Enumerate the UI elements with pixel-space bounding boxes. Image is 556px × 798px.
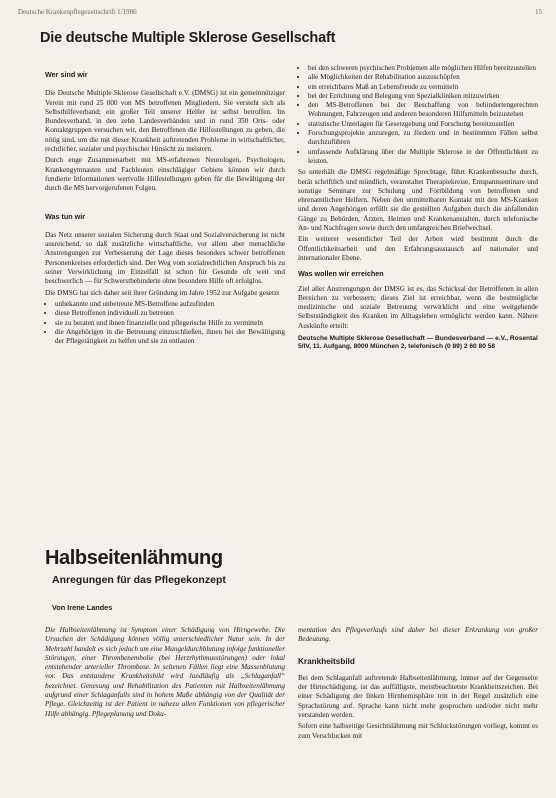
list-item: • unbekannte und unbetreute MS-Betroffene aufzufinden [55,300,285,309]
intro-paragraph: Die Halbseitenlähmung ist Symptom einer Schädigung von Hirngewebe. Die Ursachen der Schädigung können völlig unterschiedlicher Natur sein. In der Mehrzahl handelt es sich jedoch um eine Mangeldurchblutung infolge funktioneller Störungen, einer Thrombenembolie (bei Herzrhythmusstörungen) oder lokal entstehender arterieller Thrombose. In seltenen Fällen liegt eine Massenblutung vor. Das entstandene Krankheitsbild wird landläufig als „Schlaganfall“ bezeichnet. Genesung und Rehabilitation des Patienten mit Halbseitenlähmung aufgrund einer Schlaganfalls sind in hohem Maße abhängig von der Qualität der Pflege. Gleichzeitig ist der Patient in nahezu allen Funktionen von pflegerischer Hilfe abhängig. Pflegeplanung und Doku- [45,626,285,718]
list-item: • diese Betroffenen individuell zu betreuen [55,309,285,318]
paragraph: Das Netz unserer sozialen Sicherung durch Staat und Sozialversicherung ist nicht ausreichend, so daß zusätzliche wirtschaftliche, vor allem aber menschliche Anstrengungen zur Verbesserung der Lage dieses besonders schwer betroffenen Personenkreises erforderlich sind. Der Weg vom sozialrechtlichen Anspruch bis zu seiner Verwirklichung im Einzelfall ist schon für Gesunde oft weit und beschwerlich — für Schwerstbehinderte ohne besondere Hilfe oft erfolglos. [45,230,285,286]
author-byline: Von Irene Landes [52,603,113,612]
section-heading-was-wollen-wir-erreichen: Was wollen wir erreichen [298,269,384,279]
article2-right-column [298,626,538,743]
page-number: 15 [535,8,542,16]
running-header [18,8,542,22]
list-item: • die Angehörigen in die Betreuung einzuschließen, ihnen bei der Bewältigung der Pflegetätigkeit zu helfen und sie zu entlasten [55,328,285,347]
paragraph: So unterhält die DMSG regelmäßige Sprechtage, führt Krankenbesuche durch, berät schriftlich und mündlich, veranstaltet Therapiekreise, Entspannseminare und sonstige Seminare zur Schulung und Fortbildung von betroffenen und ehrenamtlichen Helfern. Neben den unmittelbaren Kontakt mit den MS-Kranken und deren Angehörigen erfüllt sie die gestellten Aufgaben durch die anfallenden Gänge zu Behörden, Ärzten, Heimen und Krankenanstalten, durch telefonische An- und Nachfragen sowie durch den umfangreichen Briefwechsel. [298,168,538,233]
paragraph: Sofern eine halbseitige Gesichtslähmung mit Schluckstörungen vorliegt, kommt es zum Verschlucken mit [298,722,538,740]
list-item: • ein erreichbares Maß an Lebensfreude zu vermitteln [308,83,538,92]
journal-name: Deutsche Krankenpflegezeitschrift 1/1986 [18,8,137,16]
paragraph: Bei dem Schlaganfall auftretende Halbseitenlähmung, immer auf der Gegenseite der Hirnschädigung, ist das auffälligste, meistbeachtetste Krankheitszeichen. Bei einer Schädigung der linken Hirnhemisphäre tritt in der Regel zusätzlich eine Sprachstörung auf. Sprache kann nicht mehr gesprochen und/oder nicht mehr verstanden werden. [298,673,538,720]
list-item: • den MS-Betroffenen bei der Beschaffung von behindertengerechten Wohnungen, Fahrzeugen und anderen besonderen Hilfsmitteln beizustehen [308,101,538,120]
paragraph: Durch enge Zusammenarbeit mit MS-erfahrenen Neurologen, Psychologen, Krankengymnasten und Fachleuten einschlägiger Gebiete können wir durch fundierte Informationen wertvolle Hilfestellungen geben für die Bewältigung der durch die MS hervorgerufenen Folgen. [45,156,285,193]
section-heading-krankheitsbild: Krankheitsbild [298,656,355,666]
list-item: • statistische Unterlagen für Gesetzgebung und Forschung bereitzustellen [308,120,538,129]
section-heading-wer-sind-wir: Wer sind wir [45,70,88,79]
article-title: Die deutsche Multiple Sklerose Gesellschaft [40,30,336,46]
aims-list-right [298,64,538,166]
section-heading-was-tun-wir: Was tun wir [45,211,86,221]
aims-list-left [45,300,285,346]
article1-right-column [298,64,538,352]
list-item: • alle Möglichkeiten der Rehabilitation auszuschöpfen [308,73,538,82]
article2-title: Halbseitenlähmung [45,547,223,569]
article2-subtitle: Anregungen für das Pflegekonzept [52,574,226,586]
list-item: • sie zu beraten und ihnen finanzielle und pflegerische Hilfe zu vermitteln [55,319,285,328]
intro-paragraph-continued: mentation des Pflegeverlaufs sind daher bei dieser Erkrankung von großer Bedeutung. [298,626,538,644]
list-item: • Forschungsprojekte anzuregen, zu fördern und in bestimmten Fällen selbst durchzuführen [308,129,538,148]
list-item: • umfassende Aufklärung über die Multiple Sklerose in der Öffentlichkeit zu leisten. [308,148,538,167]
paragraph: Ein weiterer wesentlicher Teil der Arbeit wird bestimmt durch die Öffentlichkeitsarbeit und den Erfahrungsaustausch auf nationaler und internationaler Ebene. [298,235,538,262]
list-item: • bei der Errichtung und Belegung von Spezialkliniken mitzuwirken [308,92,538,101]
article1-left-column [45,66,285,348]
paragraph: Die Deutsche Multiple Sklerose Gesellschaft e.V. (DMSG) ist ein gemeinnütziger Verein mit rund 25 000 von MS betroffenen Mitgliedern. Sie versteht sich als Selbsthilfeverband; ein großer Teil unserer Helfer ist selbst betroffen. Im Bundesverband, in den zehn Landesverbänden und in rund 350 Orts- oder Kontaktgruppen versuchen wir, den Betroffenen die Hilfestellungen zu geben, die nötig sind, um die mit dieser Krankheit auftretenden Probleme in wirtschaftlicher, rechtlicher, sozialer und psychischer Hinsicht zu meistern. [45,89,285,154]
paragraph: Ziel aller Anstrengungen der DMSG ist es, das Schicksal der Betroffenen in allen Bereichen zu verbessern; dieses Ziel ist erreichbar, wenn die bestmögliche medizinische und soziale Betreuung verwirklicht und eine weitgehende Selbstständigkeit des Kranken im Alltagsleben ermöglicht werden kann. Nähere Auskünfte erteilt: [298,284,538,330]
paragraph: Die DMSG hat sich daher seit ihrer Gründung im Jahre 1952 zur Aufgabe gesetzt [45,288,280,297]
contact-address: Deutsche Multiple Sklerose Gesellschaft — Bundesverband — e.V., Rosental 5/IV, 11. Aufgang, 8000 München 2, telefonisch (0 89) 2 60 80 58 [298,335,538,351]
list-item: • bei den schweren psychischen Problemen alle möglichen Hilfen bereitzustellen [308,64,538,73]
article2-left-column [45,626,285,721]
